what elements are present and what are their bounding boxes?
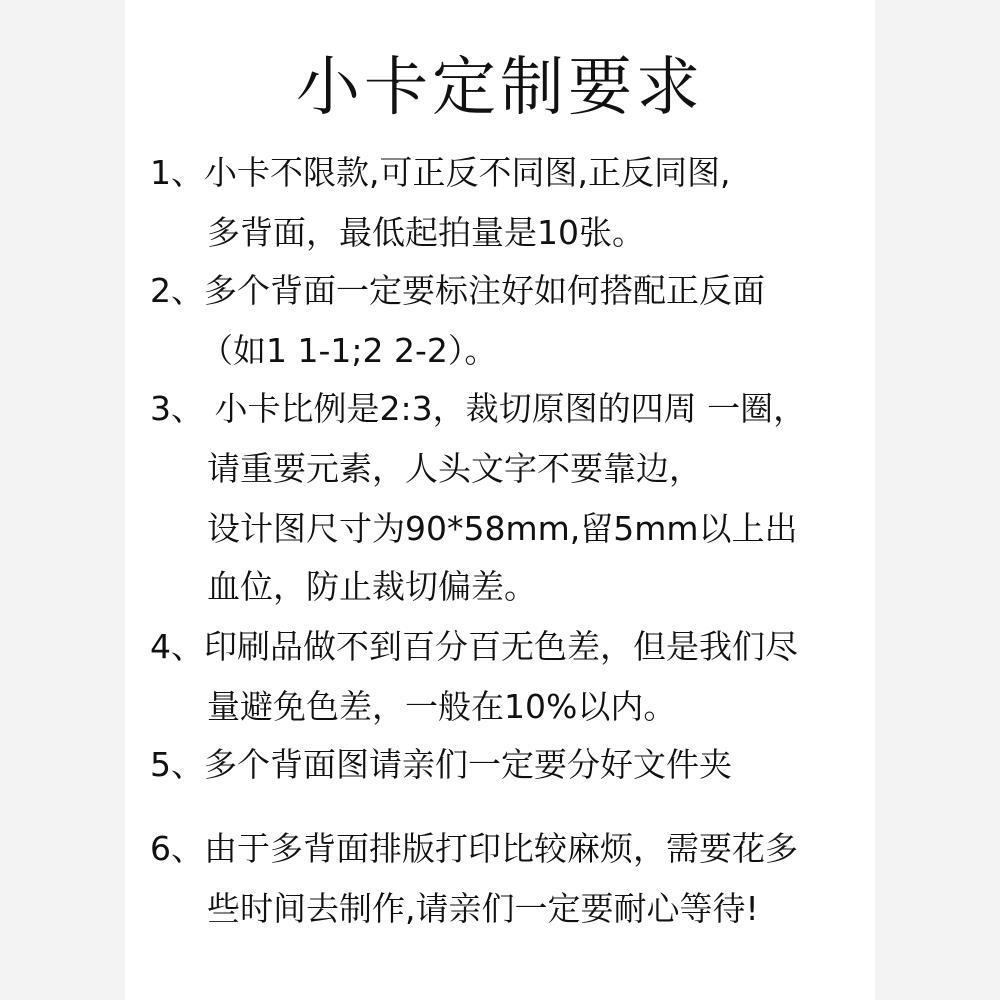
item-1-line-2: 多背面，最低起拍量是10张。 (207, 213, 645, 252)
item-3-line-1: 3、 小卡比例是2:3，裁切原图的四周 一圈， (150, 389, 807, 428)
item-2-line-1: 2、多个背面一定要标注好如何搭配正反面 (150, 271, 765, 310)
item-3-line-3: 设计图尺寸为90*58mm,留5mm以上出 (207, 509, 798, 548)
item-3-line-2: 请重要元素，人头文字不要靠边， (207, 449, 702, 488)
item-4-line-2: 量避免色差，一般在10%以内。 (207, 687, 677, 726)
item-1-line-1: 1、小卡不限款,可正反不同图,正反同图, (150, 153, 731, 192)
page-title: 小卡定制要求 (296, 51, 704, 125)
item-3-line-4: 血位，防止裁切偏差。 (207, 567, 537, 606)
item-2-line-2: （如1 1-1;2 2-2）。 (200, 331, 498, 370)
item-4-line-1: 4、印刷品做不到百分百无色差，但是我们尽 (150, 627, 798, 666)
item-5-line-1: 5、多个背面图请亲们一定要分好文件夹 (150, 745, 732, 784)
item-6-line-2: 些时间去制作,请亲们一定要耐心等待! (207, 889, 759, 928)
item-6-line-1: 6、由于多背面排版打印比较麻烦，需要花多 (150, 829, 798, 868)
